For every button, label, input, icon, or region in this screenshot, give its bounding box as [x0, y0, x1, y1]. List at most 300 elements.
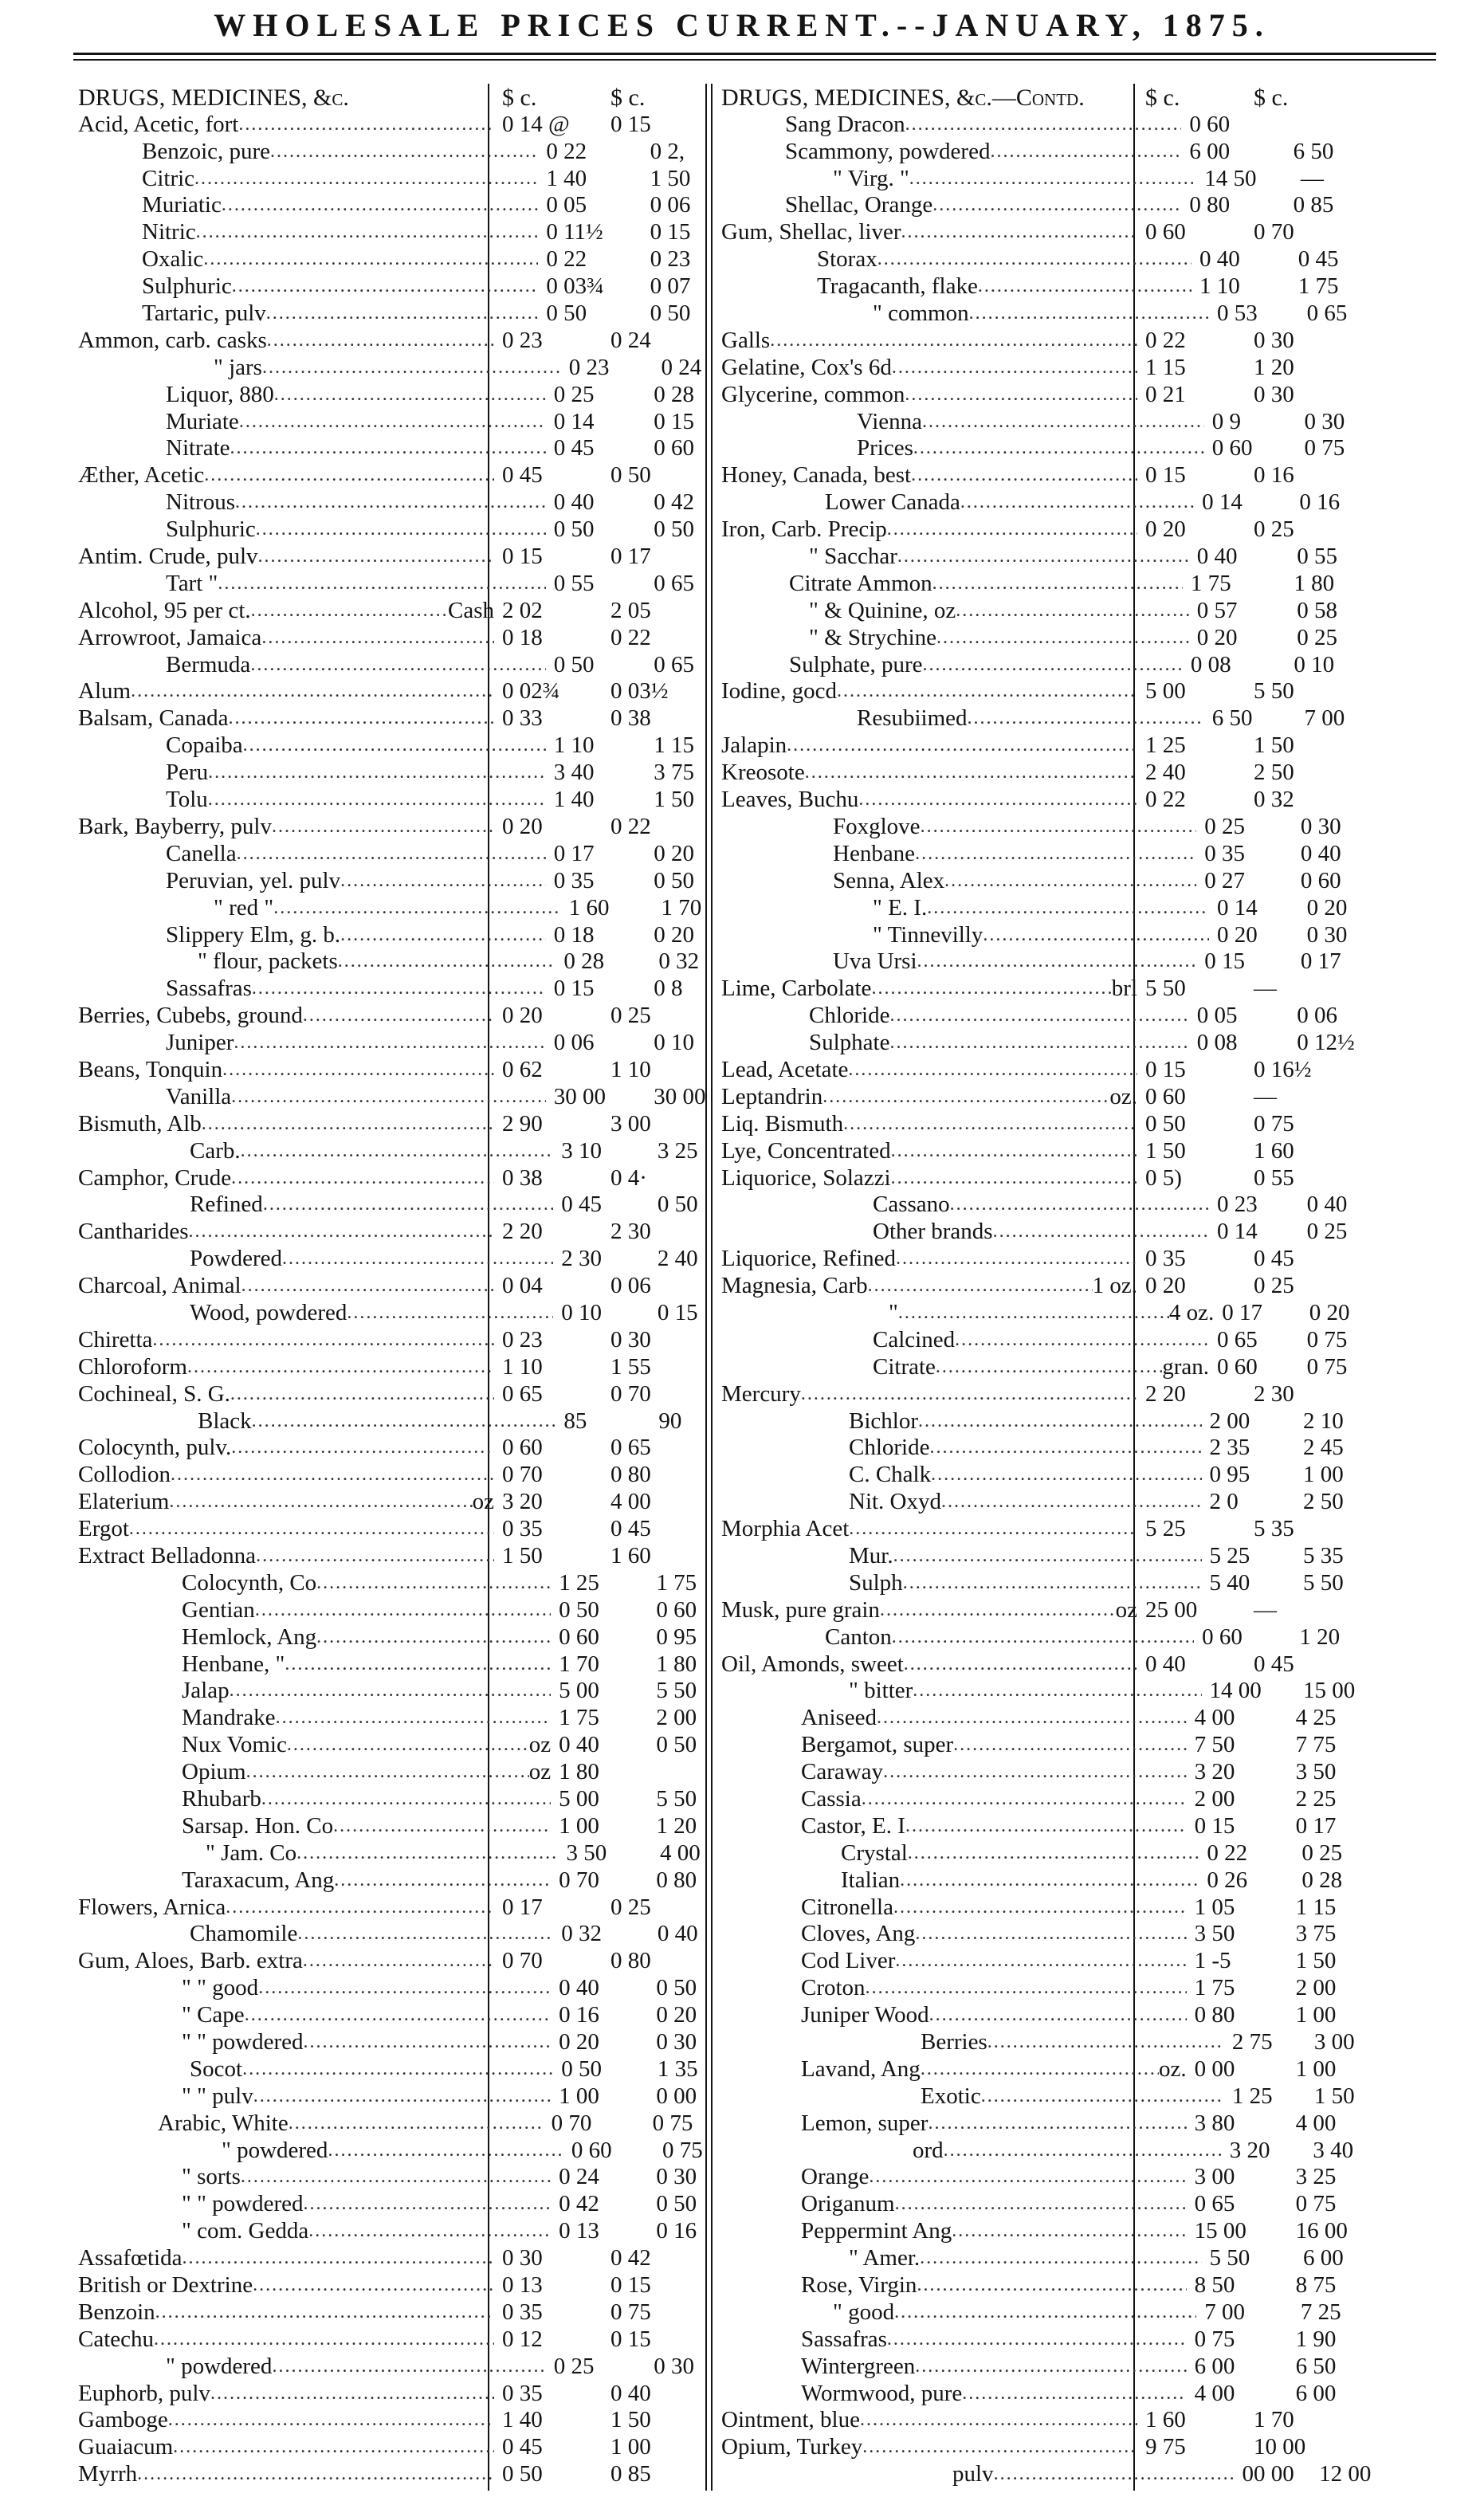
item-name-cell — [721, 1732, 1187, 1758]
leader-dots — [877, 246, 1192, 273]
item-name: Other brands — [873, 1219, 993, 1245]
leader-dots — [978, 273, 1192, 300]
item-name-cell — [721, 814, 1196, 840]
item-name-cell — [721, 1003, 1189, 1029]
item-name-cell — [78, 732, 546, 759]
leader-dots — [155, 2299, 494, 2326]
price-low: 0 24 — [559, 2164, 599, 2190]
item-name-cell — [721, 1786, 1187, 1812]
leader-dots — [931, 1462, 1201, 1488]
leader-dots — [218, 571, 545, 597]
price-low: 1 25 — [1231, 2083, 1273, 2109]
price-low: 0 32 — [561, 1921, 602, 1947]
item-unit: Cash — [448, 597, 494, 623]
leader-dots — [913, 435, 1204, 461]
item-name-cell — [78, 2354, 546, 2380]
item-name: Vanilla — [166, 1083, 232, 1109]
price-low: 0 40 — [1199, 246, 1240, 273]
item-name: " com. Gedda — [182, 2218, 309, 2244]
item-name: Antim. Crude, pulv — [78, 544, 258, 570]
item-name-cell — [721, 2272, 1187, 2299]
price-high: 0 30 — [1254, 381, 1294, 407]
item-name-cell — [78, 1435, 494, 1461]
table-row — [78, 1435, 740, 1462]
price-high: 0 65 — [610, 1435, 651, 1461]
item-name-cell — [721, 1030, 1189, 1056]
price-low: 1 80 — [559, 1759, 599, 1785]
item-name-cell — [78, 1219, 494, 1245]
price-low: 0 50 — [559, 1596, 599, 1623]
price-low: 0 40 — [559, 1732, 599, 1758]
table-row — [721, 786, 1383, 813]
item-name-cell — [721, 1543, 1202, 1569]
table-row — [78, 1192, 740, 1219]
price-low: 0 30 — [502, 2245, 543, 2271]
price-high: 6 00 — [1302, 2245, 1344, 2271]
item-name: Acid, Acetic, fort — [78, 111, 239, 137]
table-row — [721, 1947, 1383, 1974]
price-high: 0 80 — [656, 1867, 697, 1893]
item-name: Crystal — [841, 1839, 908, 1866]
price-low: 0 00 — [1194, 2055, 1235, 2082]
price-low: 3 80 — [1194, 2110, 1235, 2136]
table-row — [78, 1921, 740, 1948]
price-low: 0 02¾ — [502, 678, 560, 705]
item-name-cell — [721, 382, 1137, 408]
table-row — [721, 354, 1383, 381]
table-row — [721, 165, 1383, 192]
price-low: 1 40 — [553, 787, 595, 813]
item-name: Bark, Bayberry, pulv — [78, 813, 272, 839]
item-name: Origanum — [801, 2191, 895, 2217]
right-column — [721, 84, 1383, 2491]
price-low: 0 20 — [1145, 1273, 1186, 1299]
price-low: 1 -5 — [1194, 1948, 1231, 1974]
price-high: 0 75 — [1254, 1110, 1294, 1137]
item-name: Iodine, gocd — [721, 678, 837, 705]
table-row — [78, 1164, 740, 1192]
price-high: 0 45 — [1254, 1246, 1294, 1272]
leader-dots — [204, 462, 494, 489]
table-row — [721, 759, 1383, 786]
leader-dots — [843, 1111, 1137, 1137]
price-high: 0 20 — [1309, 1299, 1350, 1325]
table-row — [721, 732, 1383, 759]
table-row — [78, 245, 740, 273]
item-name: Henbane — [833, 840, 916, 866]
leader-dots — [131, 678, 494, 705]
item-name-cell — [721, 1759, 1187, 1785]
item-name-cell — [78, 1543, 494, 1569]
table-row — [78, 1515, 740, 1542]
item-name-cell — [721, 2407, 1137, 2433]
price-high: 3 00 — [1313, 2029, 1355, 2055]
price-high: 7 75 — [1295, 1732, 1337, 1758]
table-row — [78, 2001, 740, 2028]
item-name-cell — [721, 2326, 1187, 2353]
item-name-cell — [721, 625, 1189, 651]
price-low: 0 23 — [568, 354, 610, 380]
item-name-cell — [721, 571, 1183, 597]
leader-dots — [245, 2002, 551, 2028]
table-row — [78, 786, 740, 813]
item-name: Sulphate, pure — [789, 651, 923, 677]
table-row — [721, 1488, 1383, 1515]
price-high: 0 28 — [654, 381, 694, 407]
price-low: 1 25 — [1145, 732, 1186, 759]
table-row — [721, 624, 1383, 651]
item-name: Aniseed — [801, 1705, 877, 1731]
leader-dots — [918, 1408, 1202, 1435]
item-name: Wintergreen — [801, 2353, 916, 2379]
price-high: 0 75 — [662, 2137, 703, 2163]
item-name: " " pulv — [182, 2083, 253, 2109]
price-low: 2 30 — [561, 1246, 602, 1272]
item-name-cell — [78, 2407, 494, 2433]
item-name-cell — [721, 895, 1209, 921]
item-name-cell — [78, 2299, 494, 2326]
price-low: 0 60 — [1216, 1353, 1258, 1380]
price-low: 0 45 — [502, 462, 543, 489]
item-name: " powdered — [222, 2137, 328, 2163]
table-row — [78, 1704, 740, 1731]
leader-dots — [894, 2299, 1196, 2326]
leader-dots — [182, 2245, 494, 2271]
item-unit: 1 oz. — [1092, 1273, 1137, 1299]
table-row — [721, 1569, 1383, 1596]
item-unit: oz. — [1159, 2055, 1187, 2082]
table-row — [78, 2326, 740, 2353]
price-high: 0 03½ — [610, 678, 669, 705]
leader-dots — [296, 1840, 558, 1867]
item-name: " Virg. " — [833, 165, 909, 191]
table-row — [78, 543, 740, 570]
leader-dots — [262, 355, 561, 381]
table-row — [721, 1056, 1383, 1083]
price-low: 1 00 — [559, 2083, 599, 2109]
table-row — [78, 2353, 740, 2380]
item-name: Mercury — [721, 1380, 801, 1407]
price-low: 2 00 — [1194, 1786, 1235, 1812]
price-high: 2 10 — [1302, 1408, 1344, 1434]
table-row — [721, 2164, 1383, 2191]
price-low: 5 00 — [559, 1678, 599, 1704]
price-low: 14 50 — [1204, 165, 1257, 191]
table-row — [721, 1083, 1383, 1110]
item-name: Caraway — [801, 1759, 884, 1785]
item-name-cell — [78, 1597, 551, 1623]
price-high: 0 20 — [656, 2002, 697, 2028]
header-rule-thin — [73, 59, 1436, 61]
price-low: 0 40 — [1145, 1651, 1186, 1677]
item-name-cell — [721, 409, 1204, 435]
price-low: 0 22 — [546, 138, 587, 164]
item-name: Wormwood, pure — [801, 2380, 963, 2406]
price-high: — — [1254, 976, 1277, 1002]
item-name-cell — [78, 2083, 551, 2110]
leader-dots — [187, 1354, 494, 1380]
price-high: 1 90 — [1295, 2326, 1337, 2352]
item-name: Citric — [142, 165, 195, 191]
leader-dots — [253, 2083, 551, 2110]
table-row — [78, 1542, 740, 1569]
price-low: 3 20 — [1229, 2137, 1270, 2163]
item-name: Myrrh — [78, 2461, 138, 2487]
item-name-cell — [721, 1489, 1202, 1515]
leader-dots — [895, 2191, 1187, 2217]
item-name-cell — [721, 1894, 1187, 1921]
item-name-cell — [721, 1273, 1137, 1299]
item-name: Gentian — [182, 1596, 255, 1623]
table-row — [78, 2433, 740, 2460]
item-name: Hemlock, Ang — [182, 1623, 317, 1650]
item-name-cell — [78, 1165, 494, 1192]
price-high: 0 42 — [610, 2245, 651, 2271]
price-high: 0 22 — [610, 813, 651, 839]
item-name-cell — [78, 2434, 494, 2460]
price-low: 0 35 — [502, 2299, 543, 2325]
item-name-cell — [721, 976, 1137, 1002]
table-row — [721, 2407, 1383, 2434]
item-name: Cantharides — [78, 1219, 189, 1245]
price-low: 1 10 — [553, 732, 595, 759]
price-low: 0 14 — [1216, 1219, 1258, 1245]
price-low: 0 23 — [1216, 1192, 1258, 1218]
item-name-cell — [78, 1408, 556, 1435]
left-column-header — [78, 84, 740, 111]
leader-dots — [837, 678, 1137, 705]
table-row — [721, 1731, 1383, 1758]
table-row — [721, 2001, 1383, 2028]
item-name: Benzoin — [78, 2299, 155, 2325]
leader-dots — [805, 760, 1137, 786]
price-high: 5 50 — [656, 1678, 697, 1704]
leader-dots — [258, 1975, 551, 2001]
table-row — [721, 813, 1383, 840]
leader-dots — [891, 1165, 1137, 1192]
leader-dots — [921, 814, 1197, 840]
item-name-cell — [78, 976, 546, 1002]
item-name: Opium — [182, 1759, 246, 1785]
leader-dots — [849, 1516, 1137, 1542]
price-high: 0 16 — [656, 2218, 697, 2244]
price-low: 0 27 — [1204, 867, 1245, 893]
leader-dots — [950, 1192, 1209, 1218]
table-row — [78, 705, 740, 732]
leader-dots — [909, 166, 1196, 192]
item-name-cell — [78, 678, 494, 705]
item-name: Nux Vomic — [182, 1732, 287, 1758]
item-name: Rhubarb — [182, 1786, 261, 1812]
table-row — [78, 1623, 740, 1651]
item-name-cell — [721, 1570, 1202, 1596]
leader-dots — [282, 1246, 553, 1272]
table-row — [721, 1137, 1383, 1164]
table-row — [78, 1947, 740, 1974]
item-name: Chloroform — [78, 1353, 187, 1380]
leader-dots — [860, 2407, 1137, 2433]
price-high: 1 20 — [656, 1812, 697, 1839]
item-name: Muriate — [166, 408, 239, 434]
item-name: Elaterium — [78, 1489, 170, 1515]
leader-dots — [990, 139, 1181, 165]
price-low: 6 00 — [1194, 2353, 1235, 2379]
table-row — [721, 2433, 1383, 2460]
leader-dots — [895, 1948, 1186, 1974]
price-low: 0 35 — [1204, 840, 1245, 866]
price-low: 14 00 — [1209, 1678, 1262, 1704]
item-unit: oz — [472, 1489, 494, 1515]
price-low: 25 00 — [1145, 1596, 1198, 1623]
item-name: Chiretta — [78, 1326, 153, 1353]
item-name-cell — [78, 139, 538, 165]
table-row — [78, 2407, 740, 2434]
price-high: 1 75 — [1298, 273, 1339, 300]
table-row — [721, 1515, 1383, 1542]
item-name-cell — [78, 1030, 546, 1056]
item-name: Calcined — [873, 1326, 956, 1353]
price-high: 1 55 — [610, 1353, 651, 1380]
item-name: Kreosote — [721, 760, 805, 786]
price-high: 6 00 — [1295, 2380, 1337, 2406]
price-low: 5 50 — [1209, 2245, 1250, 2271]
leader-dots — [936, 625, 1189, 651]
price-high: 0 30 — [656, 2164, 697, 2190]
price-high: 0 22 — [610, 624, 651, 650]
price-low: 1 10 — [1199, 273, 1240, 300]
table-row — [721, 408, 1383, 435]
item-unit: brl — [1111, 976, 1137, 1002]
price-high: 1 50 — [1254, 732, 1294, 759]
price-low: 0 70 — [502, 1948, 543, 1974]
price-high: 0 24 — [661, 354, 702, 380]
table-row — [78, 1596, 740, 1623]
table-row — [78, 1731, 740, 1758]
table-row — [721, 2460, 1383, 2487]
price-low: 0 50 — [1145, 1110, 1186, 1137]
item-name-cell — [721, 2461, 1234, 2487]
item-name: Camphor, Crude — [78, 1164, 232, 1191]
price-high: 1 20 — [1254, 354, 1294, 380]
item-name: Magnesia, Carb — [721, 1273, 868, 1299]
price-high: 0 25 — [1301, 1839, 1343, 1866]
item-name: Canella — [166, 840, 237, 866]
item-name: Cassia — [801, 1786, 862, 1812]
item-name: Benzoic, pure — [142, 138, 271, 164]
price-high: 0 80 — [610, 1948, 651, 1974]
table-row — [721, 840, 1383, 867]
item-name: Nitric — [142, 219, 196, 245]
price-high: 0 06 — [610, 1273, 651, 1299]
leader-dots — [858, 787, 1137, 813]
item-name: Arabic, White — [158, 2110, 289, 2136]
leader-dots — [241, 1273, 494, 1299]
leader-dots — [203, 246, 538, 273]
item-name-cell — [721, 1057, 1137, 1083]
price-high: 4 00 — [659, 1839, 701, 1866]
price-low: 3 40 — [553, 760, 595, 786]
item-name: Gum, Aloes, Barb. extra — [78, 1948, 303, 1974]
table-row — [721, 1326, 1383, 1353]
price-high: 6 50 — [1295, 2353, 1337, 2379]
item-name: Tart " — [166, 570, 218, 596]
table-row — [78, 1002, 740, 1029]
right-column-header — [721, 84, 1383, 111]
item-name-cell — [721, 2002, 1187, 2028]
price-high: 0 85 — [1293, 192, 1334, 218]
price-low: 0 17 — [1222, 1299, 1263, 1325]
item-name-cell — [721, 1651, 1137, 1678]
item-name-cell — [78, 328, 494, 354]
table-row — [721, 111, 1383, 138]
table-row — [78, 192, 740, 219]
table-row — [721, 300, 1383, 327]
item-name: " Amer. — [849, 2245, 921, 2271]
leader-dots — [969, 300, 1209, 327]
item-name: Socot — [190, 2055, 243, 2082]
price-low: 0 20 — [1196, 624, 1238, 650]
leader-dots — [230, 1678, 552, 1704]
price-low: 2 0 — [1209, 1489, 1239, 1515]
price-high: 0 17 — [610, 544, 651, 570]
table-row — [78, 2190, 740, 2217]
price-high: — — [1254, 1596, 1277, 1623]
table-row — [78, 1678, 740, 1705]
table-row — [721, 597, 1383, 624]
item-name-cell — [721, 435, 1204, 461]
item-name: Mur. — [849, 1542, 893, 1569]
price-high: 3 25 — [657, 1137, 698, 1164]
price-low: 0 50 — [553, 651, 595, 677]
price-high: 0 75 — [1306, 1353, 1348, 1380]
item-name-cell — [721, 1381, 1137, 1408]
price-low: 0 60 — [1189, 111, 1231, 137]
table-row — [78, 327, 740, 354]
item-name: Arrowroot, Jamaica — [78, 624, 262, 650]
item-name-cell — [721, 1840, 1199, 1867]
item-name: Colocynth, pulv. — [78, 1435, 232, 1461]
price-high: 1 75 — [656, 1569, 697, 1596]
leader-dots — [915, 841, 1196, 867]
table-row — [721, 1974, 1383, 2001]
item-name: Sulph — [849, 1569, 903, 1596]
table-row — [78, 624, 740, 651]
item-name-cell — [721, 192, 1181, 218]
price-high: 2 30 — [610, 1219, 651, 1245]
price-high: 3 25 — [1295, 2164, 1337, 2190]
price-high: 1 00 — [1295, 2055, 1337, 2082]
price-high: 0 45 — [610, 1516, 651, 1542]
leader-dots — [869, 2164, 1186, 2190]
item-name: " Cape — [182, 2002, 245, 2028]
leader-dots — [962, 2381, 1186, 2407]
item-name: " & Quinine, oz — [809, 597, 956, 623]
item-name: " bitter — [849, 1678, 913, 1704]
item-name-cell — [78, 787, 546, 813]
leader-dots — [228, 705, 494, 732]
item-name: Berries, Cubebs, ground — [78, 1003, 303, 1029]
leader-dots — [994, 2461, 1235, 2487]
price-low: 0 65 — [502, 1380, 543, 1407]
item-name: Chloride — [809, 1003, 890, 1029]
item-name-cell — [721, 1219, 1209, 1245]
item-name: Black — [198, 1408, 252, 1434]
price-low: 1 50 — [502, 1542, 543, 1569]
price-high: 0 75 — [652, 2110, 693, 2136]
item-name-cell — [721, 1435, 1202, 1461]
price-high: 0 75 — [1295, 2191, 1337, 2217]
item-name: Beans, Tonquin — [78, 1056, 223, 1082]
